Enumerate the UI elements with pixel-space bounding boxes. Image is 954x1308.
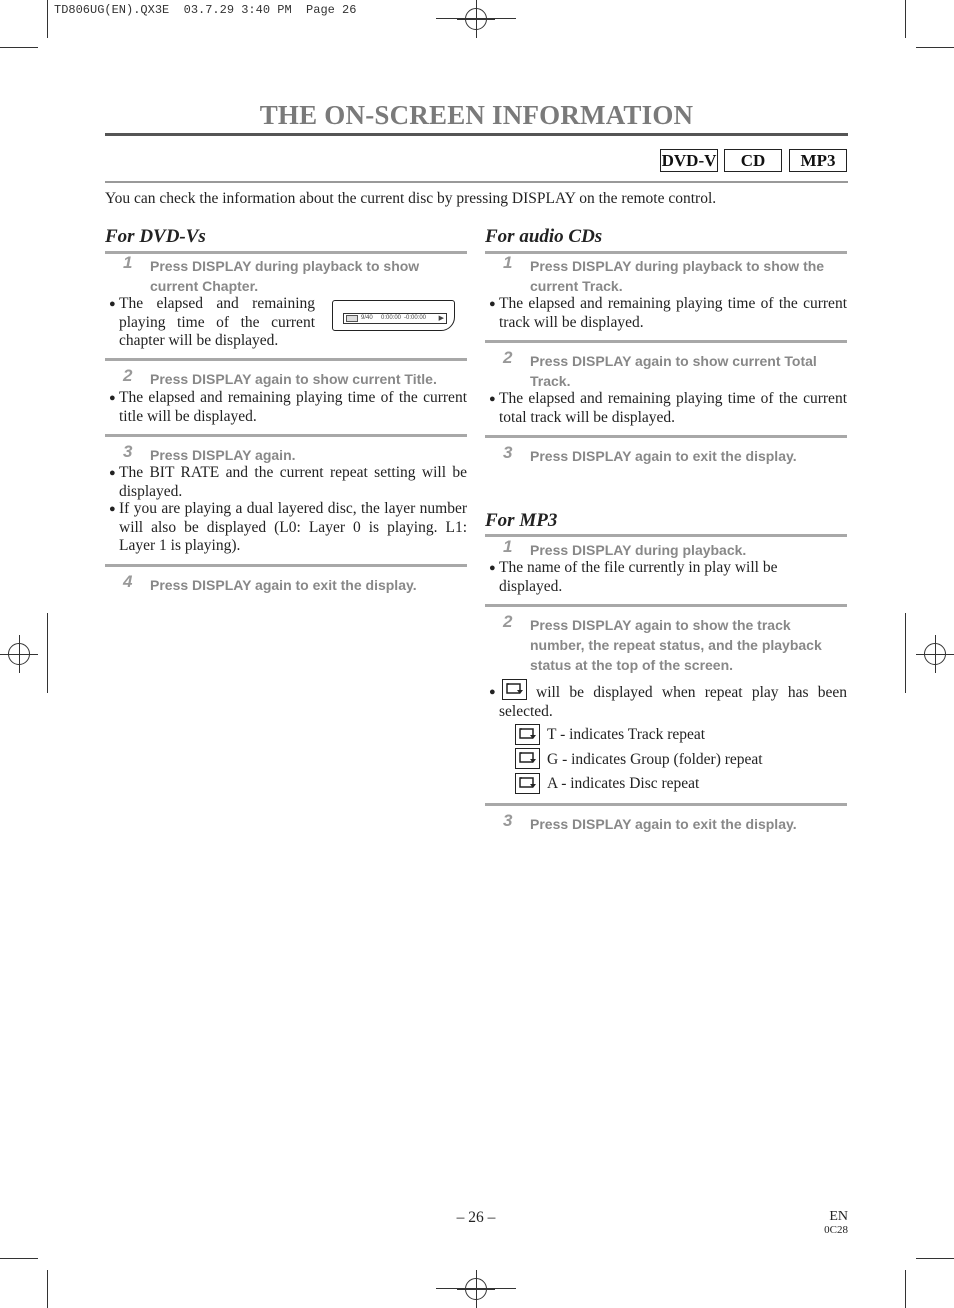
step-text: Press DISPLAY during playback to show the current Track.	[530, 258, 825, 294]
mp3-heading: For MP3	[485, 510, 558, 531]
bullet-text: The elapsed and remaining playing time of the current total track will be displayed.	[499, 390, 847, 426]
play-icon: ▶	[438, 315, 444, 322]
crop-mark	[905, 1270, 906, 1308]
page-number: – 26 –	[456, 1209, 496, 1226]
legend-group: G - indicates Group (folder) repeat	[547, 751, 763, 768]
crop-mark	[0, 1258, 38, 1259]
print-slug: TD806UG(EN).QX3E 03.7.29 3:40 PM Page 26	[54, 3, 357, 17]
step-number: 3	[503, 811, 513, 830]
step-number: 1	[123, 253, 133, 272]
document-code: 0C28	[824, 1224, 848, 1236]
bullet-dot-icon: ●	[489, 686, 496, 698]
step-number: 4	[123, 572, 133, 591]
step-text: Press DISPLAY again to exit the display.	[530, 448, 797, 464]
bullet-text: The name of the file currently in play will be displayed.	[499, 559, 778, 595]
bullet-text: The elapsed and remaining playing time of the current title will be displayed.	[119, 389, 467, 425]
section-rule	[485, 803, 847, 806]
repeat-group-icon	[515, 748, 540, 769]
repeat-disc-icon	[515, 773, 540, 794]
step-number: 2	[123, 366, 133, 385]
bullet-dot-icon: ●	[109, 298, 116, 310]
chapter-readout: 9/40	[361, 315, 373, 321]
elapsed-readout: 0:00:00	[381, 315, 402, 321]
registration-mark-left	[0, 635, 38, 673]
bullet-text: will be displayed when repeat play has been selected.	[499, 684, 847, 720]
dvd-heading: For DVD-Vs	[105, 226, 206, 247]
badge-mp3: MP3	[789, 149, 847, 172]
section-rule	[485, 604, 847, 607]
legend-disc: A - indicates Disc repeat	[547, 775, 700, 792]
crop-mark	[47, 0, 48, 38]
remaining-readout: -0:00:00	[404, 315, 427, 321]
crop-mark	[905, 0, 906, 38]
registration-tick	[905, 613, 906, 693]
badge-dvd: DVD-V	[661, 151, 717, 170]
section-rule	[485, 251, 847, 254]
step-text: Press DISPLAY again to show current Title.	[150, 371, 437, 387]
step-text: Press DISPLAY again to exit the display.	[150, 577, 417, 593]
bullet-dot-icon: ●	[489, 298, 496, 310]
crop-mark	[916, 47, 954, 48]
registration-tick	[47, 613, 48, 693]
bullet-dot-icon: ●	[489, 562, 496, 574]
section-rule	[105, 251, 467, 254]
section-rule	[105, 358, 467, 361]
crop-mark	[0, 47, 38, 48]
legend-track: T - indicates Track repeat	[547, 726, 706, 743]
bullet-dot-icon: ●	[489, 393, 496, 405]
dvd-section	[105, 0, 467, 1308]
step-number: 1	[503, 537, 513, 556]
bullet-text: The elapsed and remaining playing time of the current chapter will be displayed.	[119, 295, 315, 349]
cd-heading: For audio CDs	[485, 226, 603, 247]
step-number: 3	[123, 442, 133, 461]
step-text: Press DISPLAY during playback to show current Chapter.	[150, 258, 420, 294]
crop-mark	[916, 1258, 954, 1259]
section-rule	[105, 564, 467, 567]
step-text: Press DISPLAY during playback.	[530, 542, 747, 558]
section-rule	[485, 534, 847, 537]
section-rule	[485, 340, 847, 343]
section-rule	[105, 434, 467, 437]
page-title: THE ON-SCREEN INFORMATION	[259, 100, 694, 130]
step-number: 2	[503, 348, 513, 367]
chapter-icon	[346, 315, 358, 322]
step-text: Press DISPLAY again.	[150, 447, 296, 463]
step-text: Press DISPLAY again to exit the display.	[530, 816, 797, 832]
registration-mark-right	[916, 635, 954, 673]
display-bar	[343, 313, 447, 324]
step-number: 2	[503, 612, 513, 631]
bullet-dot-icon: ●	[109, 503, 116, 515]
section-rule	[485, 435, 847, 438]
cd-section	[485, 0, 847, 1308]
intro-text: You can check the information about the current disc by pressing DISPLAY on the remote control.	[105, 190, 717, 207]
step-text: Press DISPLAY again to show current Total Track.	[530, 353, 817, 389]
bullet-dot-icon: ●	[109, 467, 116, 479]
bullet-text: The elapsed and remaining playing time of the current track will be displayed.	[499, 295, 847, 331]
language-code: EN	[829, 1209, 848, 1224]
step-number: 3	[503, 443, 513, 462]
repeat-track-icon	[515, 724, 540, 745]
bullet-dot-icon: ●	[109, 392, 116, 404]
crop-mark	[47, 1270, 48, 1308]
step-number: 1	[503, 253, 513, 272]
badge-cd: CD	[724, 149, 782, 172]
step-text: Press DISPLAY again to show the track number, the repeat status, and the playback status at the top of the screen.	[530, 617, 822, 673]
on-screen-display-illustration	[332, 300, 455, 331]
bullet-text: The BIT RATE and the current repeat setting will be displayed.	[119, 464, 467, 500]
bullet-text: If you are playing a dual layered disc, the layer number will also be displayed (L0: Layer 0 is playing. L1: Layer 1 is playing).	[119, 500, 467, 554]
